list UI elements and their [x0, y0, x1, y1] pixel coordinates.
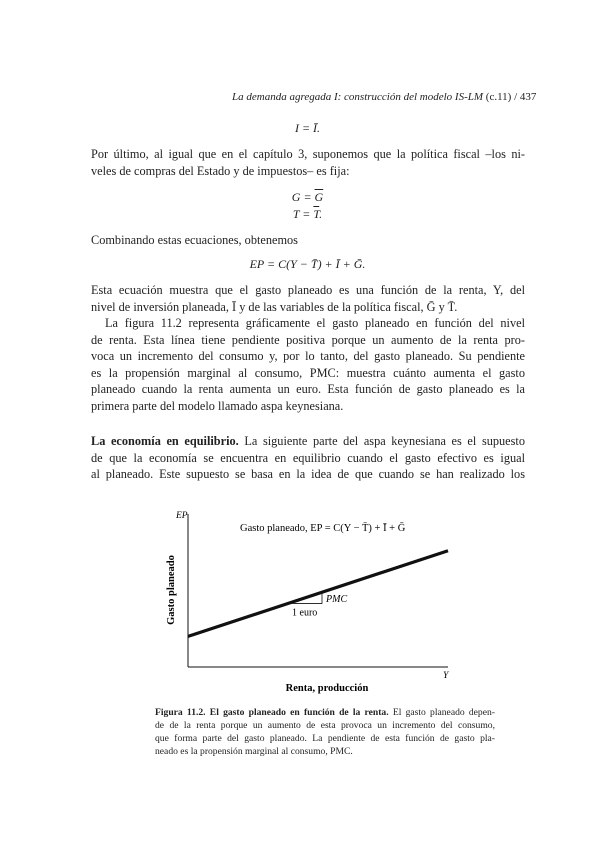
equation-g-lhs: G = [291, 190, 315, 204]
figure-caption [155, 706, 495, 758]
section-heading-equilibrium: La economía en equilibrio. [91, 434, 239, 448]
paragraph-line: nivel de inversión planeada, Ī y de las variables de la política fiscal, Ḡ y T̄. [91, 299, 458, 314]
paragraph-line: Combinando estas ecuaciones, obtenemos [91, 233, 298, 247]
running-head-title: La demanda agregada I: construcción del modelo IS-LM [232, 91, 484, 103]
x-axis-label: Renta, producción [285, 683, 369, 694]
equation-t-rhs: $\overline{T}$ [313, 207, 320, 221]
paragraph-line: Por último, al igual que en el capítulo 3, suponemos que la política fiscal –los ni- [91, 147, 525, 161]
x-axis-symbol: Y [443, 671, 449, 681]
paragraph-line: de renta. Esta línea tiene pendiente positiva porque un aumento de la renta pro- [91, 332, 525, 347]
planned-expenditure-line [188, 551, 448, 637]
paragraph-line: veles de compras del Estado y de impuestos– es fija: [91, 163, 350, 178]
paragraph-line: al planeado. Este supuesto se basa en la idea de que cuando se han realizado los [91, 467, 525, 481]
slope-run-label: 1 euro [292, 607, 318, 619]
caption-label: Figura 11.2. El gasto planeado en función de la renta. [155, 707, 389, 718]
running-head-chapter: (c.11) [485, 91, 512, 103]
equation-g-rhs: $\overline{G}$ [314, 190, 324, 204]
paragraph-text: La siguiente parte del aspa keynesiana es el supuesto [238, 434, 525, 448]
equation-investment: I = Ī. [294, 121, 321, 135]
paragraph-line: voca un incremento del consumo y, por lo tanto, del gasto planeado. Su pendiente [91, 349, 525, 363]
paragraph-line: La figura 11.2 representa gráficamente el gasto planeado en función del nivel [105, 316, 525, 330]
y-axis-label: Gasto planeado [166, 555, 177, 625]
caption-text: El gasto planeado depen- [388, 707, 495, 718]
paragraph-line: Esta ecuación muestra que el gasto planeado es una función de la renta, Y, del [91, 283, 525, 297]
series-label: Gasto planeado, EP = C(Y − T̄) + Ī + Ḡ [240, 523, 406, 534]
equation-planned-expenditure: EP = C(Y − T̄) + Ī + Ḡ. [249, 257, 366, 271]
y-axis-symbol: EP [176, 511, 188, 521]
paragraph-line: es la propensión marginal al consumo, PMC: muestra cuánto aumenta el gasto [91, 365, 525, 380]
page-number: 437 [519, 91, 537, 103]
paragraph-line: de que la economía se encuentra en equilibrio cuando el gasto efectivo es igual [91, 450, 525, 465]
running-head-separator: / [511, 91, 520, 103]
paragraph-line: primera parte del modelo llamado aspa keynesiana. [91, 398, 344, 413]
paragraph-line: planeado cuando la renta aumenta un euro. Esta función de gasto planeado es la [91, 382, 525, 396]
equation-taxes: $T = \overline{T}$. [292, 207, 323, 221]
equation-t-lhs: T = [292, 207, 314, 221]
caption-line: neado es la propensión marginal al consumo, PMC. [155, 746, 353, 757]
caption-line: que forma parte del gasto planeado. La pendiente de esta función de gasto pla- [155, 733, 495, 744]
slope-rise-label: PMC [326, 593, 348, 605]
caption-line: de de la renta porque un aumento de esta provoca un incremento del consumo, [155, 720, 495, 731]
caption-line [155, 706, 495, 719]
